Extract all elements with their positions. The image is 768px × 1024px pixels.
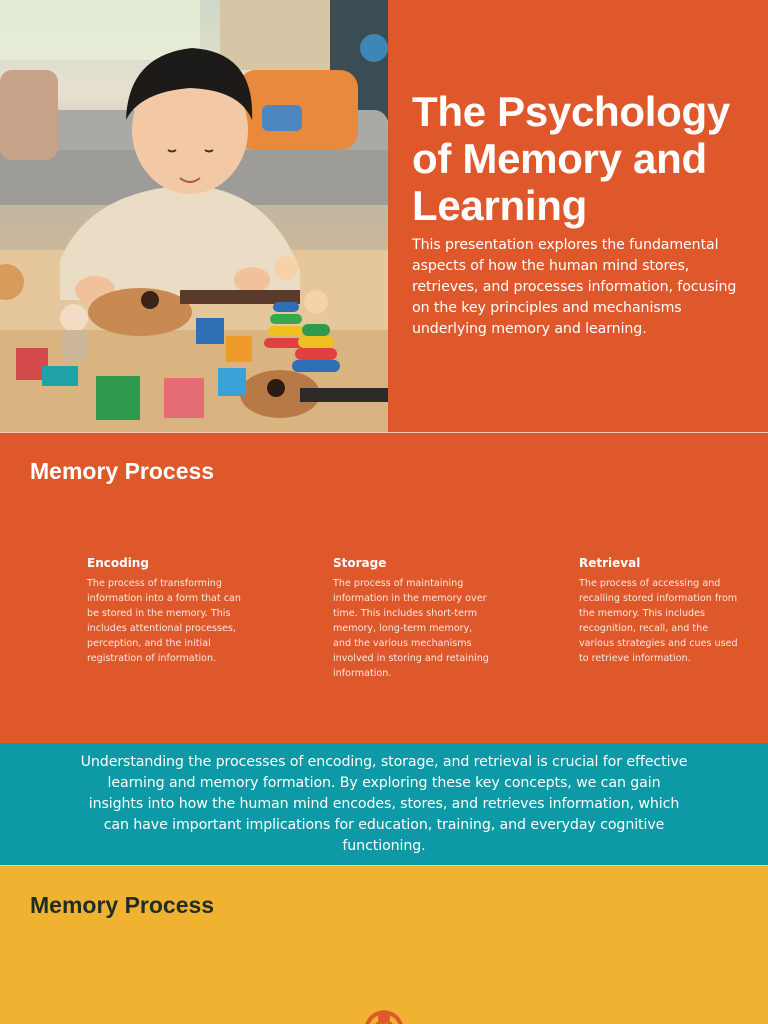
hero-text-panel bbox=[388, 0, 768, 432]
hero-section bbox=[0, 0, 768, 432]
step-title: Retrieval bbox=[579, 556, 641, 570]
memory-process-section bbox=[0, 433, 768, 743]
step-description: The process of transforming information into a form that can be stored in the memory. This includes attentional processes, perception, and the initial registration of information. bbox=[87, 578, 241, 664]
summary-band bbox=[0, 743, 768, 865]
hero-description: This presentation explores the fundamental aspects of how the human mind stores, retrieves, and processes information, focusing on the key principles and mechanisms underlying memory and learning. bbox=[412, 237, 737, 337]
section-heading-2: Memory Process bbox=[30, 892, 215, 918]
step-encoding bbox=[87, 555, 247, 666]
step-title: Storage bbox=[333, 556, 387, 570]
summary-text: Understanding the processes of encoding, storage, and retrieval is crucial for effective learning and memory formation. By exploring these key concepts, we can gain insights into how the human mind encodes, stores, and retrieves information, which can have important implications for education, training, and everyday cognitive functioning. bbox=[80, 753, 688, 854]
step-storage bbox=[333, 555, 493, 681]
section-heading: Memory Process bbox=[30, 458, 215, 484]
memory-process-section-2 bbox=[0, 865, 768, 1024]
cycle-icon bbox=[360, 1006, 408, 1024]
child-toys-illustration bbox=[0, 0, 388, 432]
step-description: The process of maintaining information in the memory over time. This includes short-term memory, long-term memory, and the various mechanisms involved in storing and retaining information. bbox=[333, 578, 489, 679]
step-title: Encoding bbox=[87, 556, 149, 570]
page-title: The Psychology of Memory and Learning bbox=[412, 88, 730, 229]
step-description: The process of accessing and recalling stored information from the memory. This includes recognition, recall, and the various strategies and cues used to retrieve information. bbox=[579, 578, 738, 664]
hero-image bbox=[0, 0, 388, 432]
step-retrieval bbox=[579, 555, 739, 666]
